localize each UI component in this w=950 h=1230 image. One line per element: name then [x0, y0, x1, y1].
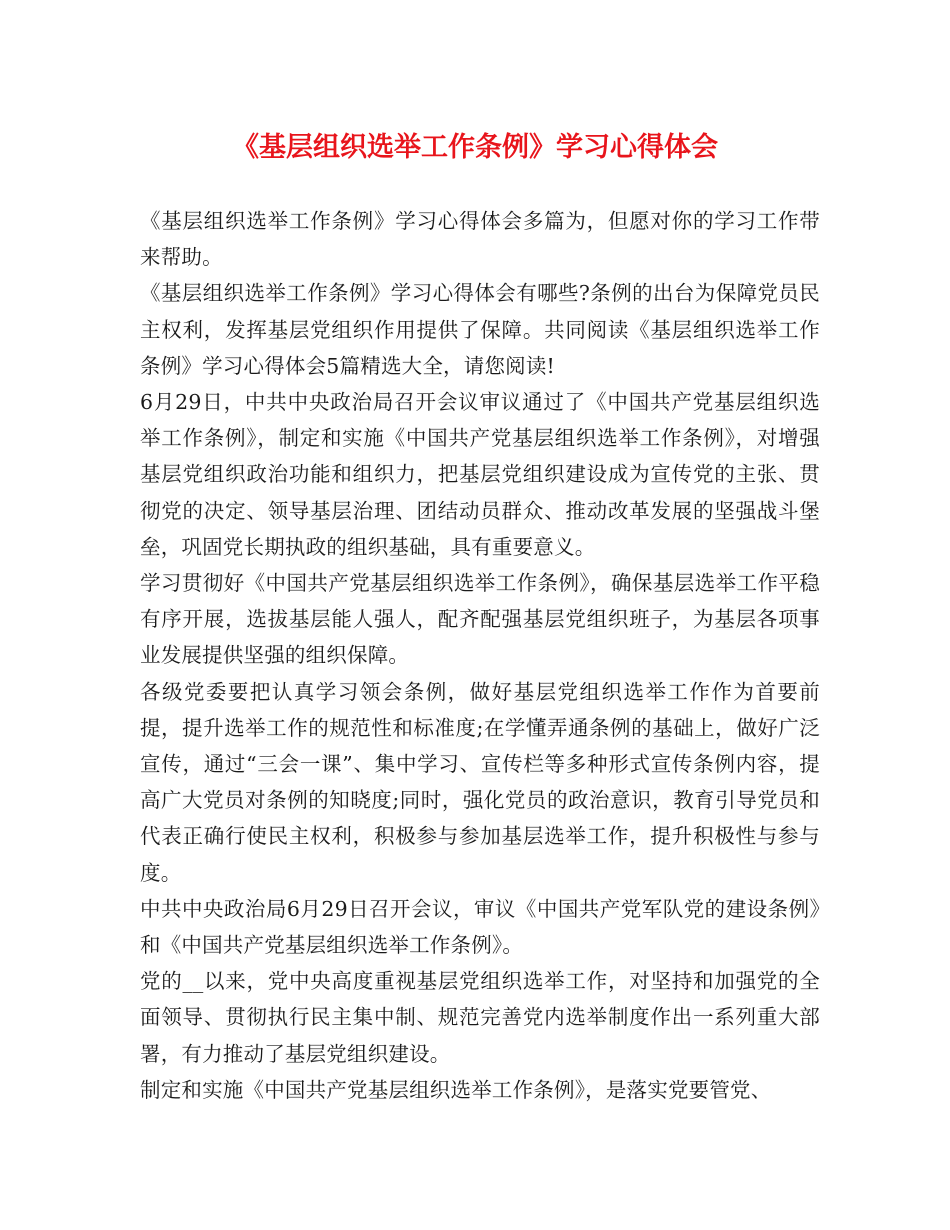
paragraph-implementation: 学习贯彻好《中国共产党基层组织选举工作条例》，确保基层选举工作平稳有序开展，选拔基层能人强人，配齐配强基层党组织班子，为基层各项事业发展提供坚强的组织保障。 — [140, 571, 820, 668]
paragraph-intro: 《基层组织选举工作条例》学习心得体会多篇为，但愿对你的学习工作带来帮助。 — [140, 209, 820, 270]
document-title: 《基层组织选举工作条例》学习心得体会 — [232, 132, 718, 163]
paragraph-politburo: 中共中央政治局6月29日召开会议，审议《中国共产党军队党的建设条例》和《中国共产党基层组织选举工作条例》。 — [140, 896, 820, 958]
paragraph-party-committees: 各级党委要把认真学习领会条例，做好基层党组织选举工作作为首要前提，提升选举工作的规范性和标准度;在学懂弄通条例的基础上，做好广泛宣传，通过“三会一课”、集中学习、宣传栏等多种形式宣传条例内容，提高广大党员对条例的知晓度;同时，强化党员的政治意识，教育引导党员和代表正确行使民主权利，积极参与参加基层选举工作，提升积极性与参与度。 — [140, 679, 820, 885]
document-body — [140, 203, 820, 1108]
paragraph-central-committee: 党的__以来，党中央高度重视基层党组织选举工作，对坚持和加强党的全面领导、贯彻执行民主集中制、规范完善党内选举制度作出一系列重大部署，有力推动了基层党组织建设。 — [140, 969, 820, 1066]
paragraph-significance: 制定和实施《中国共产党基层组织选举工作条例》，是落实党要管党、 — [140, 1077, 772, 1102]
paragraph-overview: 《基层组织选举工作条例》学习心得体会有哪些?条例的出台为保障党员民主权利，发挥基层党组织作用提供了保障。共同阅读《基层组织选举工作条例》学习心得体会5篇精选大全，请您阅读! — [140, 281, 820, 378]
paragraph-meeting: 6月29日，中共中央政治局召开会议审议通过了《中国共产党基层组织选举工作条例》，制定和实施《中国共产党基层组织选举工作条例》，对增强基层党组织政治功能和组织力，把基层党组织建设成为宣传党的主张、贯彻党的决定、领导基层治理、团结动员群众、推动改革发展的坚强战斗堡垒，巩固党长期执政的组织基础，具有重要意义。 — [140, 390, 820, 559]
